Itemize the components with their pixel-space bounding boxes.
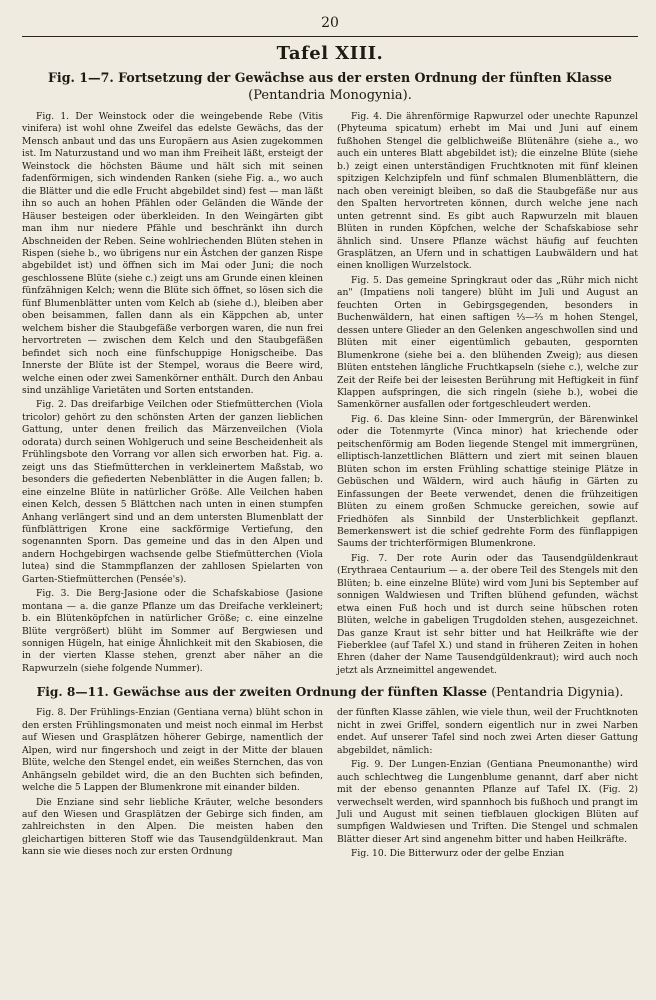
right-column-2 — [337, 707, 638, 862]
section-subheading-1: (Pentandria Monogynia). — [248, 88, 412, 103]
section-heading-2 — [22, 684, 638, 700]
paragraph-fig-5: Fig. 5. Das gemeine Springkraut oder das „Rühr mich nicht an" (Impatiens noli tangere) blüht im Juli und August an feuchten Orten in Gebirgsgegenden, besonders in Buchenwäldern, hat einen saftigen ⅓—⅔ m hohen Stengel, dessen untere Glieder an den Gelenken angeschwollen sind und Blüten mit einer eigentümlich gebauten, gespornten Blumenkrone (siehe bei a. den blühenden Zweig); aus diesen Blüten entstehen längliche Fruchtkapseln (siehe c.), welche zur Zeit der Reife bei der leisesten Berührung mit Heftigkeit in fünf Klappen aufspringen, die sich ringeln (siehe b.), wobei die Samenkörner ausfallen oder fortgeschleudert werden. — [337, 274, 638, 411]
paragraph-fig-1: Fig. 1. Der Weinstock oder die weingebende Rebe (Vitis vinifera) ist wohl ohne Zweifel das edelste Gewächs, das der Mensch anbaut und das uns Europäern aus Asien zugekommen ist. Im Naturzustand und wo man ihm Freiheit läßt, ersteigt der Weinstock die höchsten Bäume und hält sich mit seinen fadenförmigen, sich windenden Ranken (siehe Fig. a., wo auch die Blätter und die edle Frucht abgebildet sind) fest — man läßt ihn so auch an hohen Pfählen oder Geländen die Wände der Häuser besteigen oder überkleiden. In den Weingärten gibt man ihm nur niedere Pfähle und beschränkt ihn durch Abschneiden der Reben. Seine wohlriechenden Blüten stehen in Rispen (siehe b., wo übrigens nur ein Ästchen der ganzen Rispe abgebildet ist) und öffnen sich im Mai oder Juni; die noch geschlossene Blüte (siehe c.) zeigt uns am Grunde einen kleinen fünfzähnigen Kelch; wenn die Blüte sich öffnet, so lösen sich die fünf Blumenblätter unten vom Kelch ab (siehe d.), bleiben aber oben beisammen, fallen dann als ein Käppchen ab, unter welchem bisher die Staubgefäße verborgen waren, die nun frei hervortreten — zwischen dem Kelch und den Staubgefäßen befindet sich noch eine fünfschuppige Honigscheibe. Das Innerste der Blüte ist der Stempel, woraus die Beere wird, welche einen oder zwei Samenkörner enthält. Durch den Anbau sind unzählige Varietäten und Sorten entstanden. — [22, 111, 323, 396]
paragraph-enziane: Die Enziane sind sehr liebliche Kräuter, welche besonders auf den Wiesen und Grasplätzen der Gebirge sich finden, am zahlreichsten in den Alpen. Die meisten haben den gleichartigen bitteren Stoff wie das Tausendgüldenkraut. Man kann sie wie dieses noch zur ersten Ordnung — [22, 796, 323, 858]
paragraph-fig-7: Fig. 7. Der rote Aurin oder das Tausendgüldenkraut (Erythraea Centaurium — a. der obere Teil des Stengels mit den Blüten; b. eine einzelne Blüte) wird vom Juni bis September auf sonnigen Waldwiesen und Triften blühend gefunden, wächst etwa einen Fuß hoch und ist durch seine hübschen roten Blüten, welche in gabeligen Trugdolden stehen, ausgezeichnet. Das ganze Kraut ist sehr bitter und hat Heilkräfte wie der Fieberklee (auf Tafel X.) und stand in früheren Zeiten in hohen Ehren (daher der Name Tausendgüldenkraut); wird auch noch jetzt als Arzneimittel angewendet. — [337, 552, 638, 676]
plate-title: Tafel XIII. — [276, 43, 384, 64]
paragraph-fig-3: Fig. 3. Die Berg-Jasione oder die Schafskabiose (Jasione montana — a. die ganze Pflanze um das Dreifache verkleinert; b. ein Blütenköpfchen in natürlicher Größe; c. eine einzelne Blüte vergrößert) blüht im Sommer auf Bergwiesen und sonnigen Hügeln, hat einige Ähnlichkeit mit den Skabiosen, die in der vierten Klasse stehen, grenzt aber näher an die Rapwurzeln (siehe folgende Nummer). — [22, 588, 323, 674]
section-heading-2-text: Fig. 8—11. Gewächse aus der zweiten Ordnung der fünften Klasse — [36, 685, 487, 700]
paragraph-fig-6: Fig. 6. Das kleine Sinn- oder Immergrün, der Bärenwinkel oder die Totenmyrte (Vinca minor) hat kriechende oder peitschenförmig am Boden liegende Stengel mit immergrünen, elliptisch-lanzettlichen Blättern und ziert mit seinen blauen Blüten schon im ersten Frühling schattige steinige Plätze in Gebüschen und Wäldern, wird auch häufig in Gärten zu Einfassungen der Beete verwendet, denen die frühzeitigen Blüten zu einem großen Schmucke gereichen, sowie auf Friedhöfen als Sinnbild der Unsterblichkeit gepflanzt. Bemerkenswert ist die schief gedrehte Form des fünflappigen Saums der trichterförmigen Blumenkrone. — [337, 413, 638, 550]
paragraph-fig-4: Fig. 4. Die ährenförmige Rapwurzel oder unechte Rapunzel (Phyteuma spicatum) erhebt im Mai und Juni auf einem fußhohen Stengel die gelblichweiße Blütenähre (siehe a., wo auch ein unteres Blatt abgebildet ist); die einzelne Blüte (siehe b.) zeigt einen unterständigen Fruchtknoten mit fünf kleinen spitzigen Kelchzipfeln und fünf schmalen Blumenblättern, die nach oben vereinigt bleiben, so daß die Staubgefäße nur aus den Spalten hervortreten können, durch welche jene nach unten getrennt sind. Es gibt auch Rapwurzeln mit blauen Blüten in runden Köpfchen, welche der Schafskabiose sehr ähnlich sind. Unsere Pflanze wächst häufig auf feuchten Grasplätzen, an Ufern und in schattigen Laubwäldern und hat einen knolligen Wurzelstock. — [337, 111, 638, 272]
section-1-columns — [22, 111, 638, 679]
page-number: 20 — [321, 15, 339, 31]
paragraph-fig-2: Fig. 2. Das dreifarbige Veilchen oder Stiefmütterchen (Viola tricolor) gehört zu den schönsten Arten der ganzen lieblichen Gattung, unter denen freilich das Märzenveilchen (Viola odorata) durch seinen Wohlgeruch und seine Bescheidenheit als Frühlingsbote den Vorrang vor allen sich erworben hat. Fig. a. zeigt uns das Stiefmütterchen in verkleinertem Maßstab, wo besonders die gefiederten Nebenblätter in die Augen fallen; b. eine einzelne Blüte in natürlicher Größe. Alle Veilchen haben einen Kelch, dessen 5 Blättchen nach unten in einen stumpfen Anhang verlängert sind und an dem untersten Blumenblatt der fünfblättrigen Krone eine sackförmige Vertiefung, den sogenannten Sporn. Das gemeine und das in den Alpen und andern Hochgebirgen wachsende gelbe Stiefmütterchen (Viola lutea) sind die Stammpflanzen der zahllosen Spielarten von Garten-Stiefmütterchen (Pensée's). — [22, 399, 323, 585]
section-2-columns — [22, 707, 638, 862]
section-subheading-2: (Pentandria Digynia). — [491, 685, 624, 700]
paragraph-continuation: der fünften Klasse zählen, wie viele thun, weil der Fruchtknoten nicht in zwei Griffel, sondern eigentlich nur in zwei Narben endet. Auf unserer Tafel sind noch zwei Arten dieser Gattung abgebildet, nämlich: — [337, 707, 638, 756]
left-column — [22, 111, 323, 679]
paragraph-fig-9: Fig. 9. Der Lungen-Enzian (Gentiana Pneumonanthe) wird auch schlechtweg die Lungenblume genannt, darf aber nicht mit der ebenso genannten Pflanze auf Tafel IX. (Fig. 2) verwechselt werden, wird spannhoch bis fußhoch und prangt im Juli und August mit seinen tiefblauen glockigen Blüten auf sumpfigen Waldwiesen und Triften. Die Stengel und schmalen Blätter dieser Art sind angenehm bitter und haben Heilkräfte. — [337, 759, 638, 845]
left-column-2 — [22, 707, 323, 862]
section-heading-1-text: Fig. 1—7. Fortsetzung der Gewächse aus der ersten Ordnung der fünften Klasse — [47, 70, 613, 85]
paragraph-fig-8: Fig. 8. Der Frühlings-Enzian (Gentiana verna) blüht schon in den ersten Frühlingsmonaten und meist noch einmal im Herbst auf Wiesen und Grasplätzen höherer Gebirge, namentlich der Alpen, wird nur fingershoch und zeigt in der Mitte der blauen Blüte, welche den Stengel endet, ein weißes Sternchen, das von Anhängseln gebildet wird, die an den Buchten sich befinden, welche die 5 Lappen der Blumenkrone mit einander bilden. — [22, 707, 323, 794]
header-rule — [22, 36, 638, 37]
section-heading-1 — [22, 69, 638, 104]
right-column — [337, 111, 638, 679]
paragraph-fig-10: Fig. 10. Die Bitterwurz oder der gelbe Enzian — [351, 848, 565, 860]
